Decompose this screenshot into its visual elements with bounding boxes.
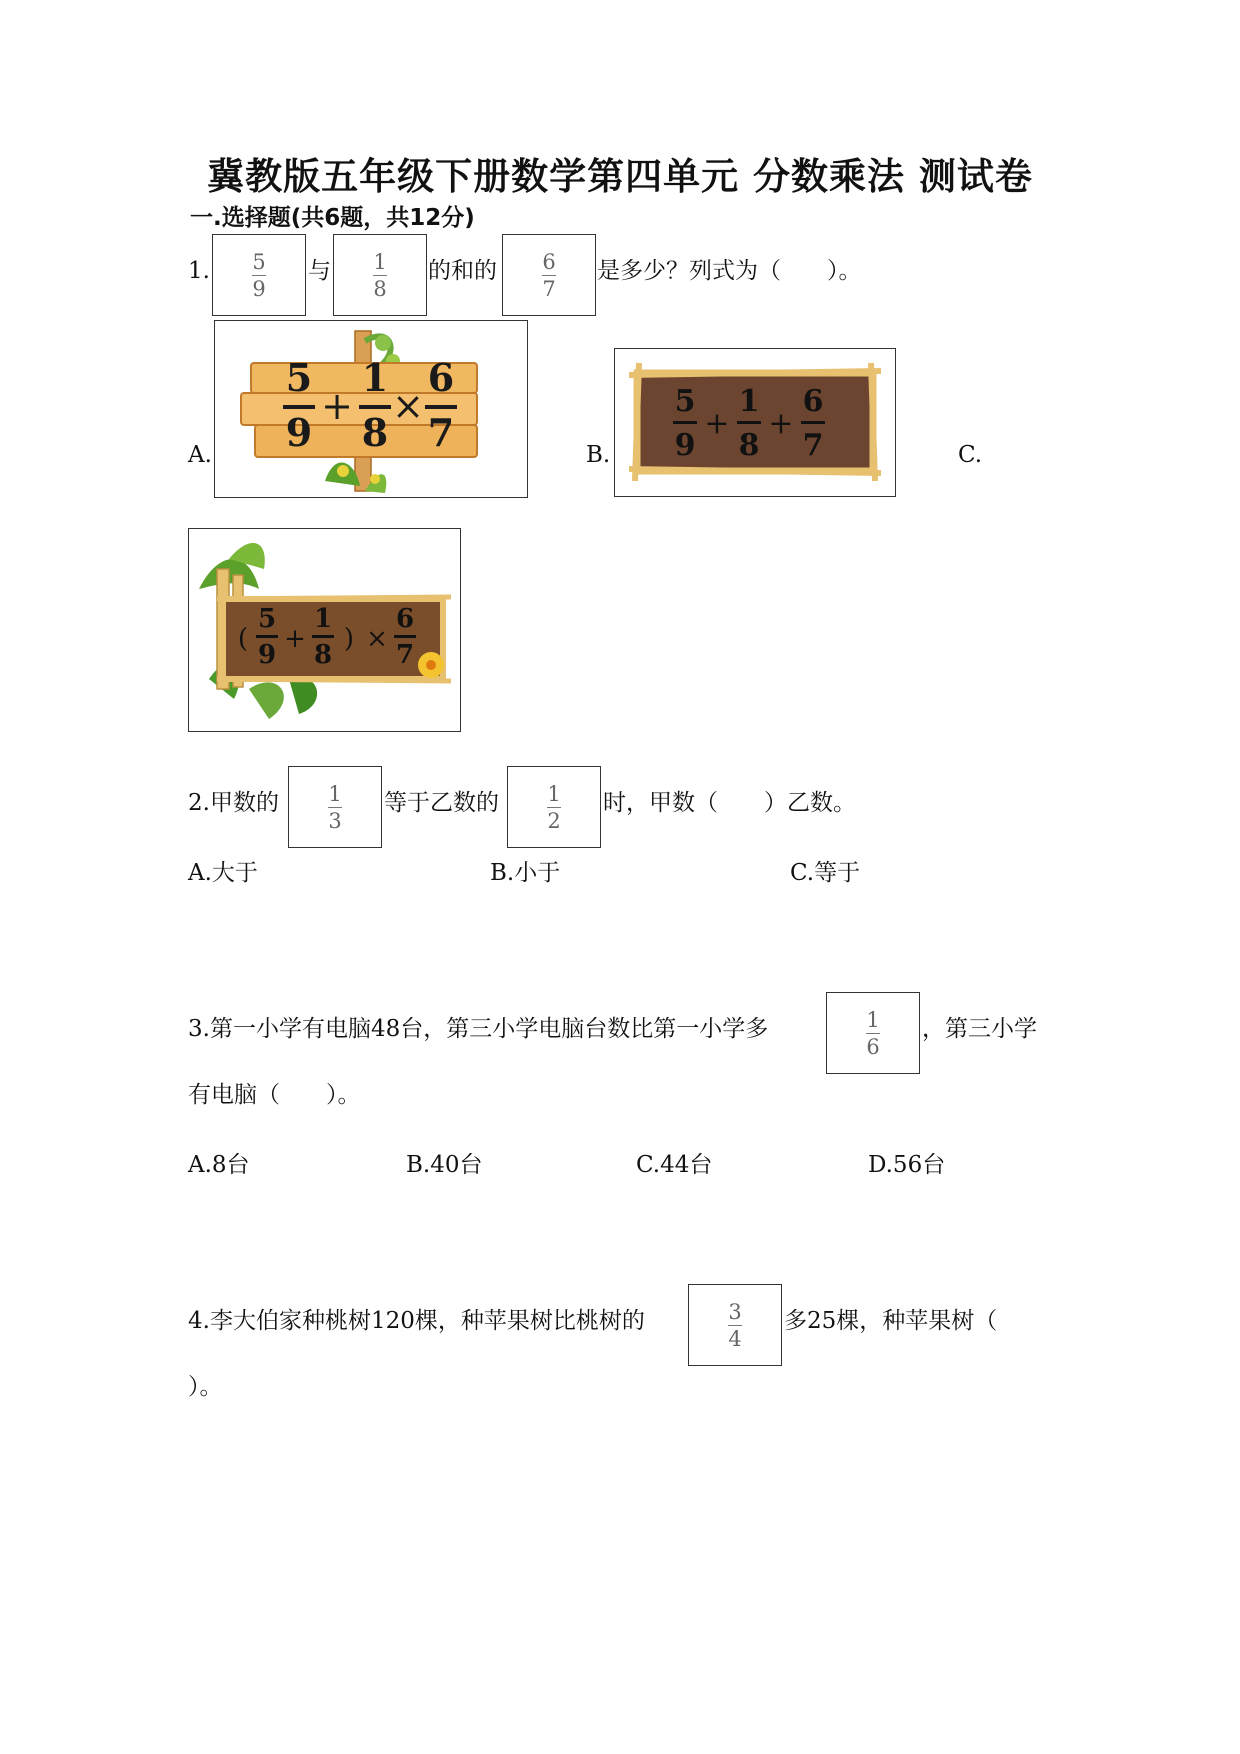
q2-fraction-box-2	[507, 766, 601, 848]
numerator: 5	[252, 249, 266, 274]
q3-text-3: 有电脑（ ）。	[188, 1082, 361, 1108]
denominator: 3	[328, 808, 342, 833]
numerator: 1	[547, 781, 561, 806]
q2-option-b: B.小于	[490, 860, 561, 886]
imgC-operator-2: ×	[366, 624, 388, 654]
imgC-denominator-1: 9	[257, 640, 277, 670]
imgA-operator-2: ×	[392, 384, 424, 428]
imgA-denominator-2: 8	[361, 410, 389, 455]
numerator: 3	[728, 1299, 742, 1324]
denominator: 6	[866, 1034, 880, 1059]
q3-text-1: 3.第一小学有电脑48台，第三小学电脑台数比第一小学多	[188, 1016, 769, 1042]
denominator: 2	[547, 808, 561, 833]
imgC-denominator-3: 7	[395, 640, 415, 670]
q2-option-a: A.大于	[188, 860, 258, 886]
imgC-operator-1: +	[284, 624, 306, 654]
q4-text-2: 多25棵，种苹果树（	[784, 1308, 998, 1334]
q2-text-1: 2.甲数的	[188, 790, 279, 816]
imgB-numerator-1: 5	[674, 384, 696, 419]
imgA-denominator-1: 9	[285, 410, 313, 455]
q1-option-a-image	[214, 320, 528, 498]
imgB-operator-2: +	[768, 406, 794, 441]
q2-fraction-box-1	[288, 766, 382, 848]
imgB-denominator-1: 9	[674, 428, 696, 463]
numerator: 6	[542, 249, 556, 274]
denominator: 7	[542, 276, 556, 301]
imgB-numerator-2: 1	[738, 384, 760, 419]
q1-text-2: 的和的	[428, 258, 497, 284]
denominator: 4	[728, 1326, 742, 1351]
q3-option-b: B.40台	[406, 1152, 483, 1178]
q2-text-2: 等于乙数的	[384, 790, 499, 816]
q1-text-3: 是多少？列式为（ ）。	[597, 258, 862, 284]
q1-option-c-image	[188, 528, 461, 732]
q1-fraction-box-3	[502, 234, 596, 316]
q3-fraction-box-1	[826, 992, 920, 1074]
imgC-numerator-3: 6	[395, 604, 415, 634]
q1-text-1: 与	[308, 258, 331, 284]
q1-number: 1.	[188, 258, 210, 284]
q2-option-c: C.等于	[790, 860, 861, 886]
q3-text-2: ，第三小学	[922, 1016, 1037, 1042]
imgB-denominator-2: 8	[738, 428, 760, 463]
numerator: 1	[328, 781, 342, 806]
q3-option-a: A.8台	[188, 1152, 250, 1178]
imgB-operator-1: +	[704, 406, 730, 441]
denominator: 8	[373, 276, 387, 301]
q2-text-3: 时，甲数（ ）乙数。	[603, 790, 856, 816]
imgC-left-paren: (	[237, 624, 249, 654]
q4-text-1: 4.李大伯家种桃树120棵，种苹果树比桃树的	[188, 1308, 645, 1334]
q3-option-c: C.44台	[636, 1152, 713, 1178]
imgC-right-paren: )	[343, 624, 355, 654]
q1-fraction-box-2	[333, 234, 427, 316]
imgC-numerator-1: 5	[257, 604, 277, 634]
q1-fraction-box-1	[212, 234, 306, 316]
imgB-denominator-3: 7	[802, 428, 824, 463]
page-title: 冀教版五年级下册数学第四单元 分数乘法 测试卷	[207, 155, 1033, 198]
section-heading: 一.选择题(共6题，共12分)	[190, 205, 475, 231]
imgC-denominator-2: 8	[313, 640, 333, 670]
imgA-denominator-3: 7	[427, 410, 455, 455]
numerator: 1	[866, 1007, 880, 1032]
imgA-numerator-2: 1	[361, 355, 389, 400]
q4-fraction-box-1	[688, 1284, 782, 1366]
imgA-numerator-3: 6	[427, 355, 455, 400]
q1-option-b-image	[614, 348, 896, 497]
imgA-numerator-1: 5	[285, 355, 313, 400]
imgB-numerator-3: 6	[802, 384, 824, 419]
q1-option-a-label: A.	[188, 442, 212, 468]
q3-option-d: D.56台	[868, 1152, 946, 1178]
imgC-numerator-2: 1	[313, 604, 333, 634]
q1-option-c-label: C.	[958, 442, 983, 468]
denominator: 9	[252, 276, 266, 301]
q4-text-3: ）。	[188, 1374, 223, 1400]
q1-option-b-label: B.	[586, 442, 611, 468]
imgA-operator-1: +	[321, 384, 353, 428]
numerator: 1	[373, 249, 387, 274]
